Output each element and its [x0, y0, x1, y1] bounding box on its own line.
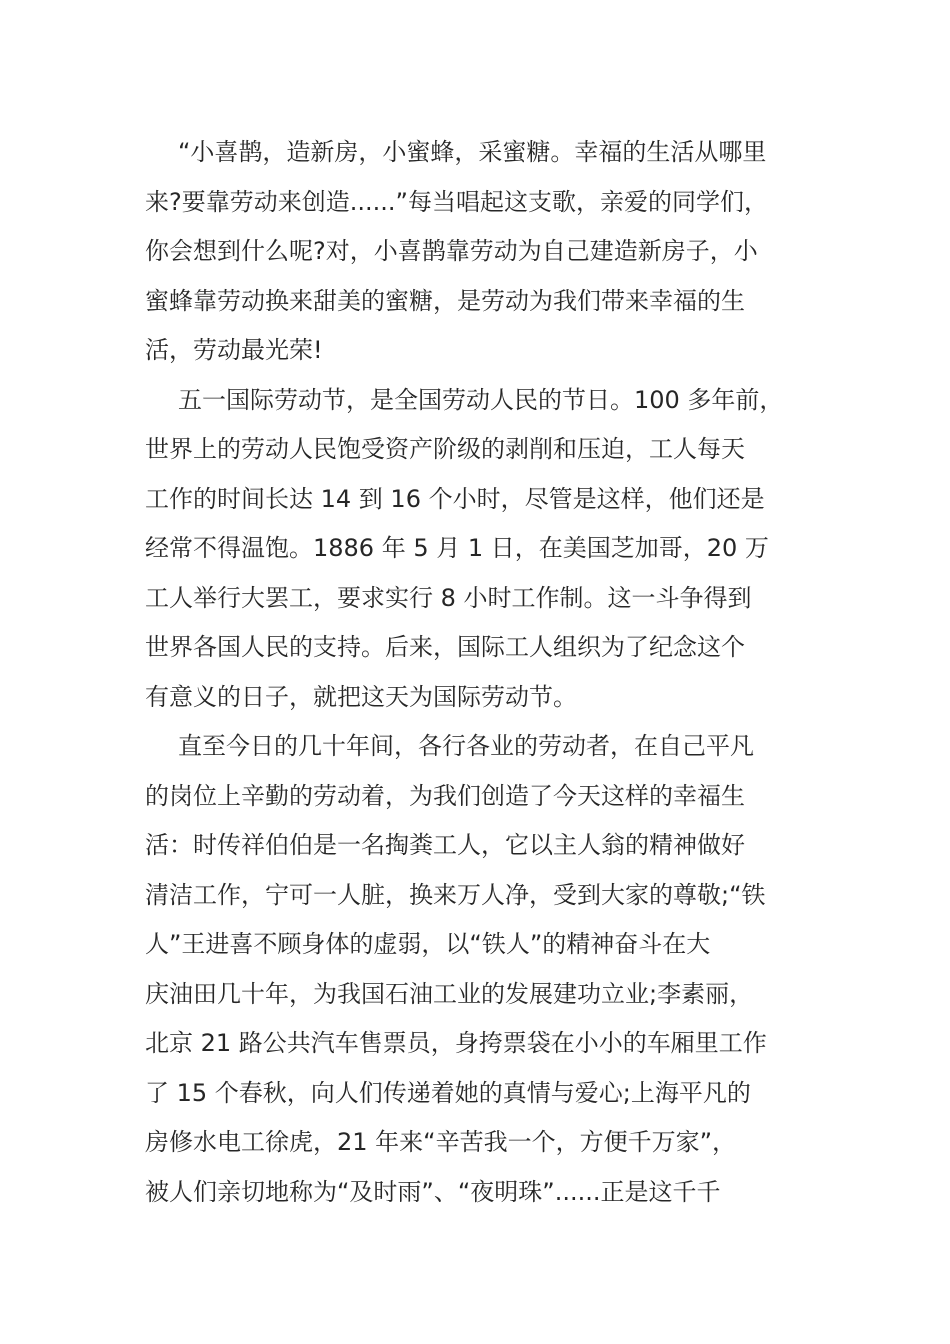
paragraph-line: 你会想到什么呢?对，小喜鹊靠劳动为自己建造新房子，小 [145, 237, 758, 265]
paragraph-line: 世界各国人民的支持。后来，国际工人组织为了纪念这个 [145, 633, 745, 661]
paragraph-line: 了 15 个春秋，向人们传递着她的真情与爱心;上海平凡的 [145, 1078, 751, 1107]
paragraph-line: 活，劳动最光荣! [145, 336, 323, 364]
paragraph-line: 工作的时间长达 14 到 16 个小时，尽管是这样，他们还是 [145, 484, 765, 513]
paragraph-line: 北京 21 路公共汽车售票员，身挎票袋在小小的车厢里工作 [145, 1029, 767, 1057]
paragraph-line: 的岗位上辛勤的劳动着，为我们创造了今天这样的幸福生 [145, 781, 745, 810]
document-body [145, 128, 815, 1217]
paragraph-line: 五一国际劳动节，是全国劳动人民的节日。100 多年前， [178, 385, 784, 414]
paragraph-line: 房修水电工徐虎，21 年来“辛苦我一个，方便千万家”， [145, 1128, 737, 1156]
paragraph-1 [145, 128, 815, 376]
paragraph-line: 有意义的日子，就把这天为国际劳动节。 [145, 682, 577, 711]
paragraph-line: 来?要靠劳动来创造......”每当唱起这支歌，亲爱的同学们， [145, 187, 768, 216]
paragraph-line: 被人们亲切地称为“及时雨”、“夜明珠”......正是这千千 [145, 1177, 721, 1206]
paragraph-3 [145, 722, 815, 1217]
paragraph-line: 经常不得温饱。1886 年 5 月 1 日，在美国芝加哥，20 万 [145, 534, 769, 562]
paragraph-line: 工人举行大罢工，要求实行 8 小时工作制。这一斗争得到 [145, 583, 752, 612]
paragraph-2 [145, 376, 815, 723]
paragraph-line: 庆油田几十年，为我国石油工业的发展建功立业;李素丽， [145, 979, 754, 1008]
paragraph-line: 活：时传祥伯伯是一名掏粪工人，它以主人翁的精神做好 [145, 831, 745, 859]
paragraph-line: 直至今日的几十年间，各行各业的劳动者，在自己平凡 [178, 732, 754, 760]
paragraph-line: 世界上的劳动人民饱受资产阶级的剥削和压迫，工人每天 [145, 435, 745, 463]
paragraph-line: “小喜鹊，造新房，小蜜蜂，采蜜糖。幸福的生活从哪里 [178, 138, 767, 166]
paragraph-line: 人”王进喜不顾身体的虚弱，以“铁人”的精神奋斗在大 [145, 930, 711, 958]
paragraph-line: 蜜蜂靠劳动换来甜美的蜜糖，是劳动为我们带来幸福的生 [145, 286, 745, 315]
paragraph-line: 清洁工作，宁可一人脏，换来万人净，受到大家的尊敬;“铁 [145, 880, 766, 909]
